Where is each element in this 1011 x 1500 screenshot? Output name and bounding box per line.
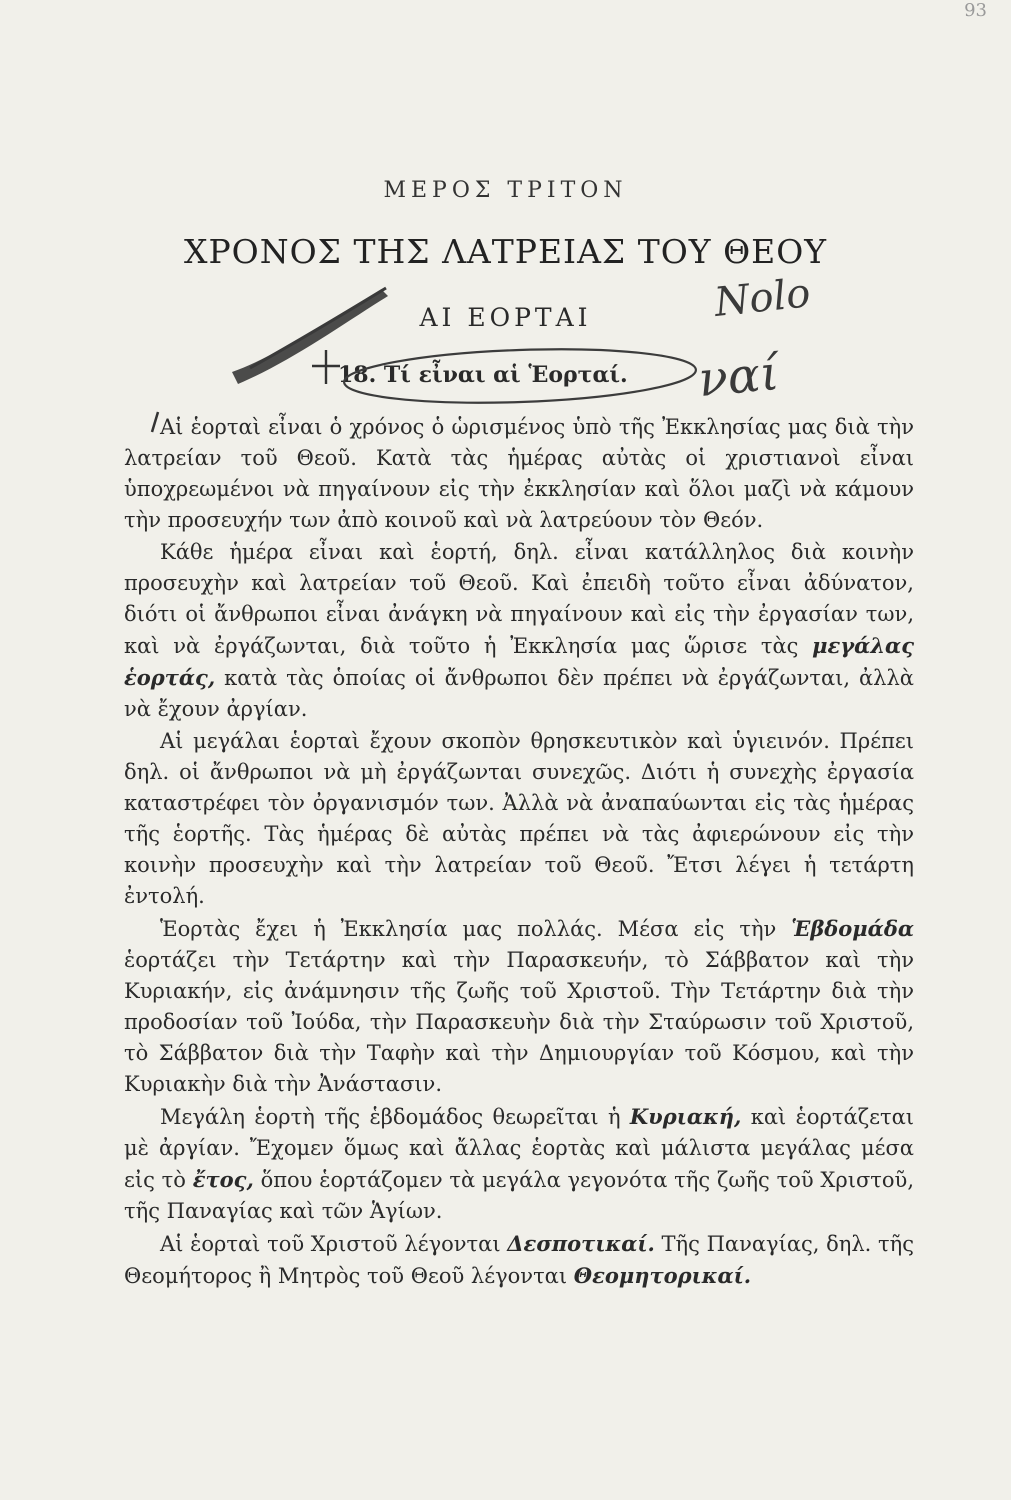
page-number: 93 [964, 0, 987, 21]
section-heading: 18. Τί εἶναι αἱ Ἑορταί. [338, 362, 628, 388]
paragraph-6: Αἱ ἑορταὶ τοῦ Χριστοῦ λέγονται Δεσποτικαί. Τῆς Παναγίας, δηλ. τῆς Θεομήτορος ἢ Μητρὸς τοῦ Θεοῦ λέγονται Θεομητορικαί. [124, 1231, 914, 1288]
paragraph-1: Αἱ ἑορταὶ εἶναι ὁ χρόνος ὁ ὡρισμένος ὑπὸ τῆς Ἐκκλησίας μας διὰ τὴν λατρείαν τοῦ Θεοῦ. Κατὰ τὰς ἡμέρας αὐτὰς οἱ χριστιανοὶ εἶναι ὑποχρεωμένοι νὰ πηγαίνουν εἰς τὴν ἐκκλησίαν καὶ ὅλοι μαζὶ νὰ κάμουν τὴν προσευχήν των ἀπὸ κοινοῦ καὶ νὰ λατρεύουν τὸν Θεόν. [124, 415, 914, 532]
main-title: ΧΡΟΝΟΣ ΤΗΣ ΛΑΤΡΕΙΑΣ ΤΟΥ ΘΕΟΥ [183, 232, 828, 271]
paragraph-5: Μεγάλη ἑορτὴ τῆς ἑβδομάδος θεωρεῖται ἡ Κυριακή, καὶ ἑορτάζεται μὲ ἀργίαν. Ἔχομεν ὅμως καὶ ἄλλας ἑορτὰς καὶ μάλιστα μεγάλας μέσα εἰς τὸ ἔτος, ὅπου ἑορτάζομεν τὰ μεγάλα γεγονότα τῆς ζωῆς τοῦ Χριστοῦ, τῆς Παναγίας καὶ τῶν Ἁγίων. [124, 1104, 914, 1223]
pencil-circle-mark [343, 344, 697, 408]
pencil-cross-mark [312, 350, 340, 384]
paragraph-4: Ἑορτὰς ἔχει ἡ Ἐκκλησία μας πολλάς. Μέσα εἰς τὴν Ἑβδομάδα ἑορτάζει τὴν Τετάρτην καὶ τὴν Παρασκευήν, τὸ Σάββατον καὶ τὴν Κυριακήν, εἰς ἀνάμνησιν τῆς ζωῆς τοῦ Χριστοῦ. Τὴν Τετάρτην διὰ τὴν προδοσίαν τοῦ Ἰούδα, τὴν Παρασκευὴν διὰ τὴν Σταύρωσιν τοῦ Χριστοῦ, τὸ Σάββατον διὰ τὴν Ταφὴν καὶ τὴν Δημιουργίαν τοῦ Κόσμου, καὶ τὴν Κυριακὴν διὰ τὴν Ἀνάστασιν. [124, 916, 914, 1096]
handwriting-note-top: Νοlο [712, 270, 813, 326]
section-subtitle: ΑΙ ΕΟΡΤΑΙ [419, 303, 592, 332]
paragraph-3: Αἱ μεγάλαι ἑορταὶ ἔχουν σκοπὸν θρησκευτικὸν καὶ ὑγιεινόν. Πρέπει δηλ. οἱ ἄνθρωποι νὰ μὴ ἐργάζωνται συνεχῶς. Διότι ἡ συνεχὴς ἐργασία καταστρέφει τὸν ὀργανισμόν των. Ἀλλὰ νὰ ἀναπαύωνται εἰς τὰς ἡμέρας τῆς ἑορτῆς. Τὰς ἡμέρας δὲ αὐτὰς πρέπει νὰ τὰς ἀφιερώνουν εἰς τὴν κοινὴν προσευχὴν καὶ τὴν λατρείαν τοῦ Θεοῦ. Ἔτσι λέγει ἡ τετάρτη ἐντολή. [124, 729, 914, 908]
body-text [124, 412, 914, 1293]
paragraph-2: Κάθε ἡμέρα εἶναι καὶ ἑορτή, δηλ. εἶναι κατάλληλος διὰ κοινὴν προσευχὴν καὶ λατρείαν τοῦ Θεοῦ. Καὶ ἐπειδὴ τοῦτο εἶναι ἀδύνατον, διότι οἱ ἄνθρωποι εἶναι ἀνάγκη νὰ πηγαίνουν καὶ εἰς τὴν ἐργασίαν των, καὶ νὰ ἐργάζωνται, διὰ τοῦτο ἡ Ἐκκλησία μας ὥρισε τὰς μεγάλας ἑορτάς, κατὰ τὰς ὁποίας οἱ ἄνθρωποι δὲν πρέπει νὰ ἐργάζωνται, ἀλλὰ νὰ ἔχουν ἀργίαν. [124, 540, 914, 721]
part-title: ΜΕΡΟΣ ΤΡΙΤΟΝ [383, 178, 628, 203]
handwriting-note-bottom: ναί [696, 345, 782, 408]
